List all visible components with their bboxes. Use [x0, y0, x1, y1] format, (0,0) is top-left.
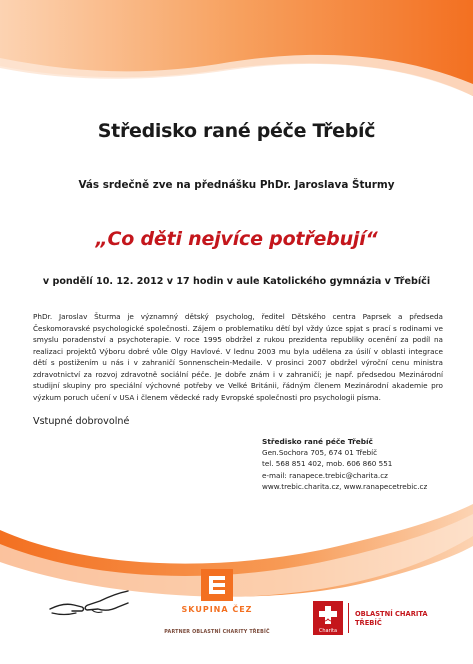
- charita-name-line2: TŘEBÍČ: [355, 619, 382, 627]
- charita-name: [355, 610, 428, 628]
- bottom-wave-decoration: [0, 500, 473, 664]
- charita-logo-icon: [313, 601, 343, 635]
- speaker-bio: PhDr. Jaroslav Šturma je významný dětský psycholog, ředitel Dětského centra Paprsek a předseda Českomoravské psychologické společnosti. Zájem o problematiku dětí byl vždy úzce spjat s prací s rodinami ve smyslu poradenství a psychoterapie. V roce 1995 obdržel z rukou prezidenta republiky ocenění za podíl na realizaci projektů Výboru dobré vůle Olgy Havlové. V lednu 2003 mu byla udělena za úsilí v oblasti integrace dětí s postižením u nás i v zahraničí Sonnenschein-Medaile. V prosinci 2007 obdržel výroční cenu ministra zdravotnictví za rozvoj zdravotně sociální péče. Je dobře znám i v zahraničí; je např. předsedou Mezinárodní studijní skupiny pro speciální výchovné potřeby ve Velké Británii, řádným členem Mezinárodní akademie pro výzkum poruch učení v USA i členem vědecké rady Evropské společnosti pro psychologii písma.: [33, 312, 443, 402]
- cez-logo-icon: [201, 569, 233, 601]
- top-wave-decoration: [0, 0, 473, 120]
- contact-block: [262, 436, 427, 492]
- cez-partner-line: PARTNER OBLASTNÍ CHARITY TŘEBÍČ: [164, 630, 270, 635]
- contact-org: Středisko rané péče Třebíč: [262, 437, 373, 446]
- contact-web: www.trebic.charita.cz, www.ranapecetrebic.cz: [262, 481, 428, 491]
- hands-logo-icon: [48, 583, 130, 623]
- page-title: Středisko rané péče Třebíč: [97, 120, 376, 142]
- lecture-title: „Co děti nejvíce potřebují“: [95, 228, 378, 250]
- charita-divider: [348, 603, 349, 633]
- cez-group-name: SKUPINA ČEZ: [181, 605, 253, 614]
- event-datetime: v pondělí 10. 12. 2012 v 17 hodin v aule Katolického gymnázia v Třebíči: [42, 276, 431, 287]
- charita-emblem-text: Charita: [318, 628, 338, 634]
- contact-address: Gen.Sochora 705, 674 01 Třebíč: [262, 448, 378, 458]
- invitation-line: Vás srdečně zve na přednášku PhDr. Jaroslava Šturmy: [78, 179, 395, 191]
- contact-email: e-mail: ranapece.trebic@charita.cz: [262, 470, 388, 480]
- admission-note: Vstupné dobrovolné: [33, 416, 130, 427]
- charita-name-line1: OBLASTNÍ CHARITA: [355, 610, 428, 618]
- contact-phone: tel. 568 851 402, mob. 606 860 551: [262, 459, 393, 469]
